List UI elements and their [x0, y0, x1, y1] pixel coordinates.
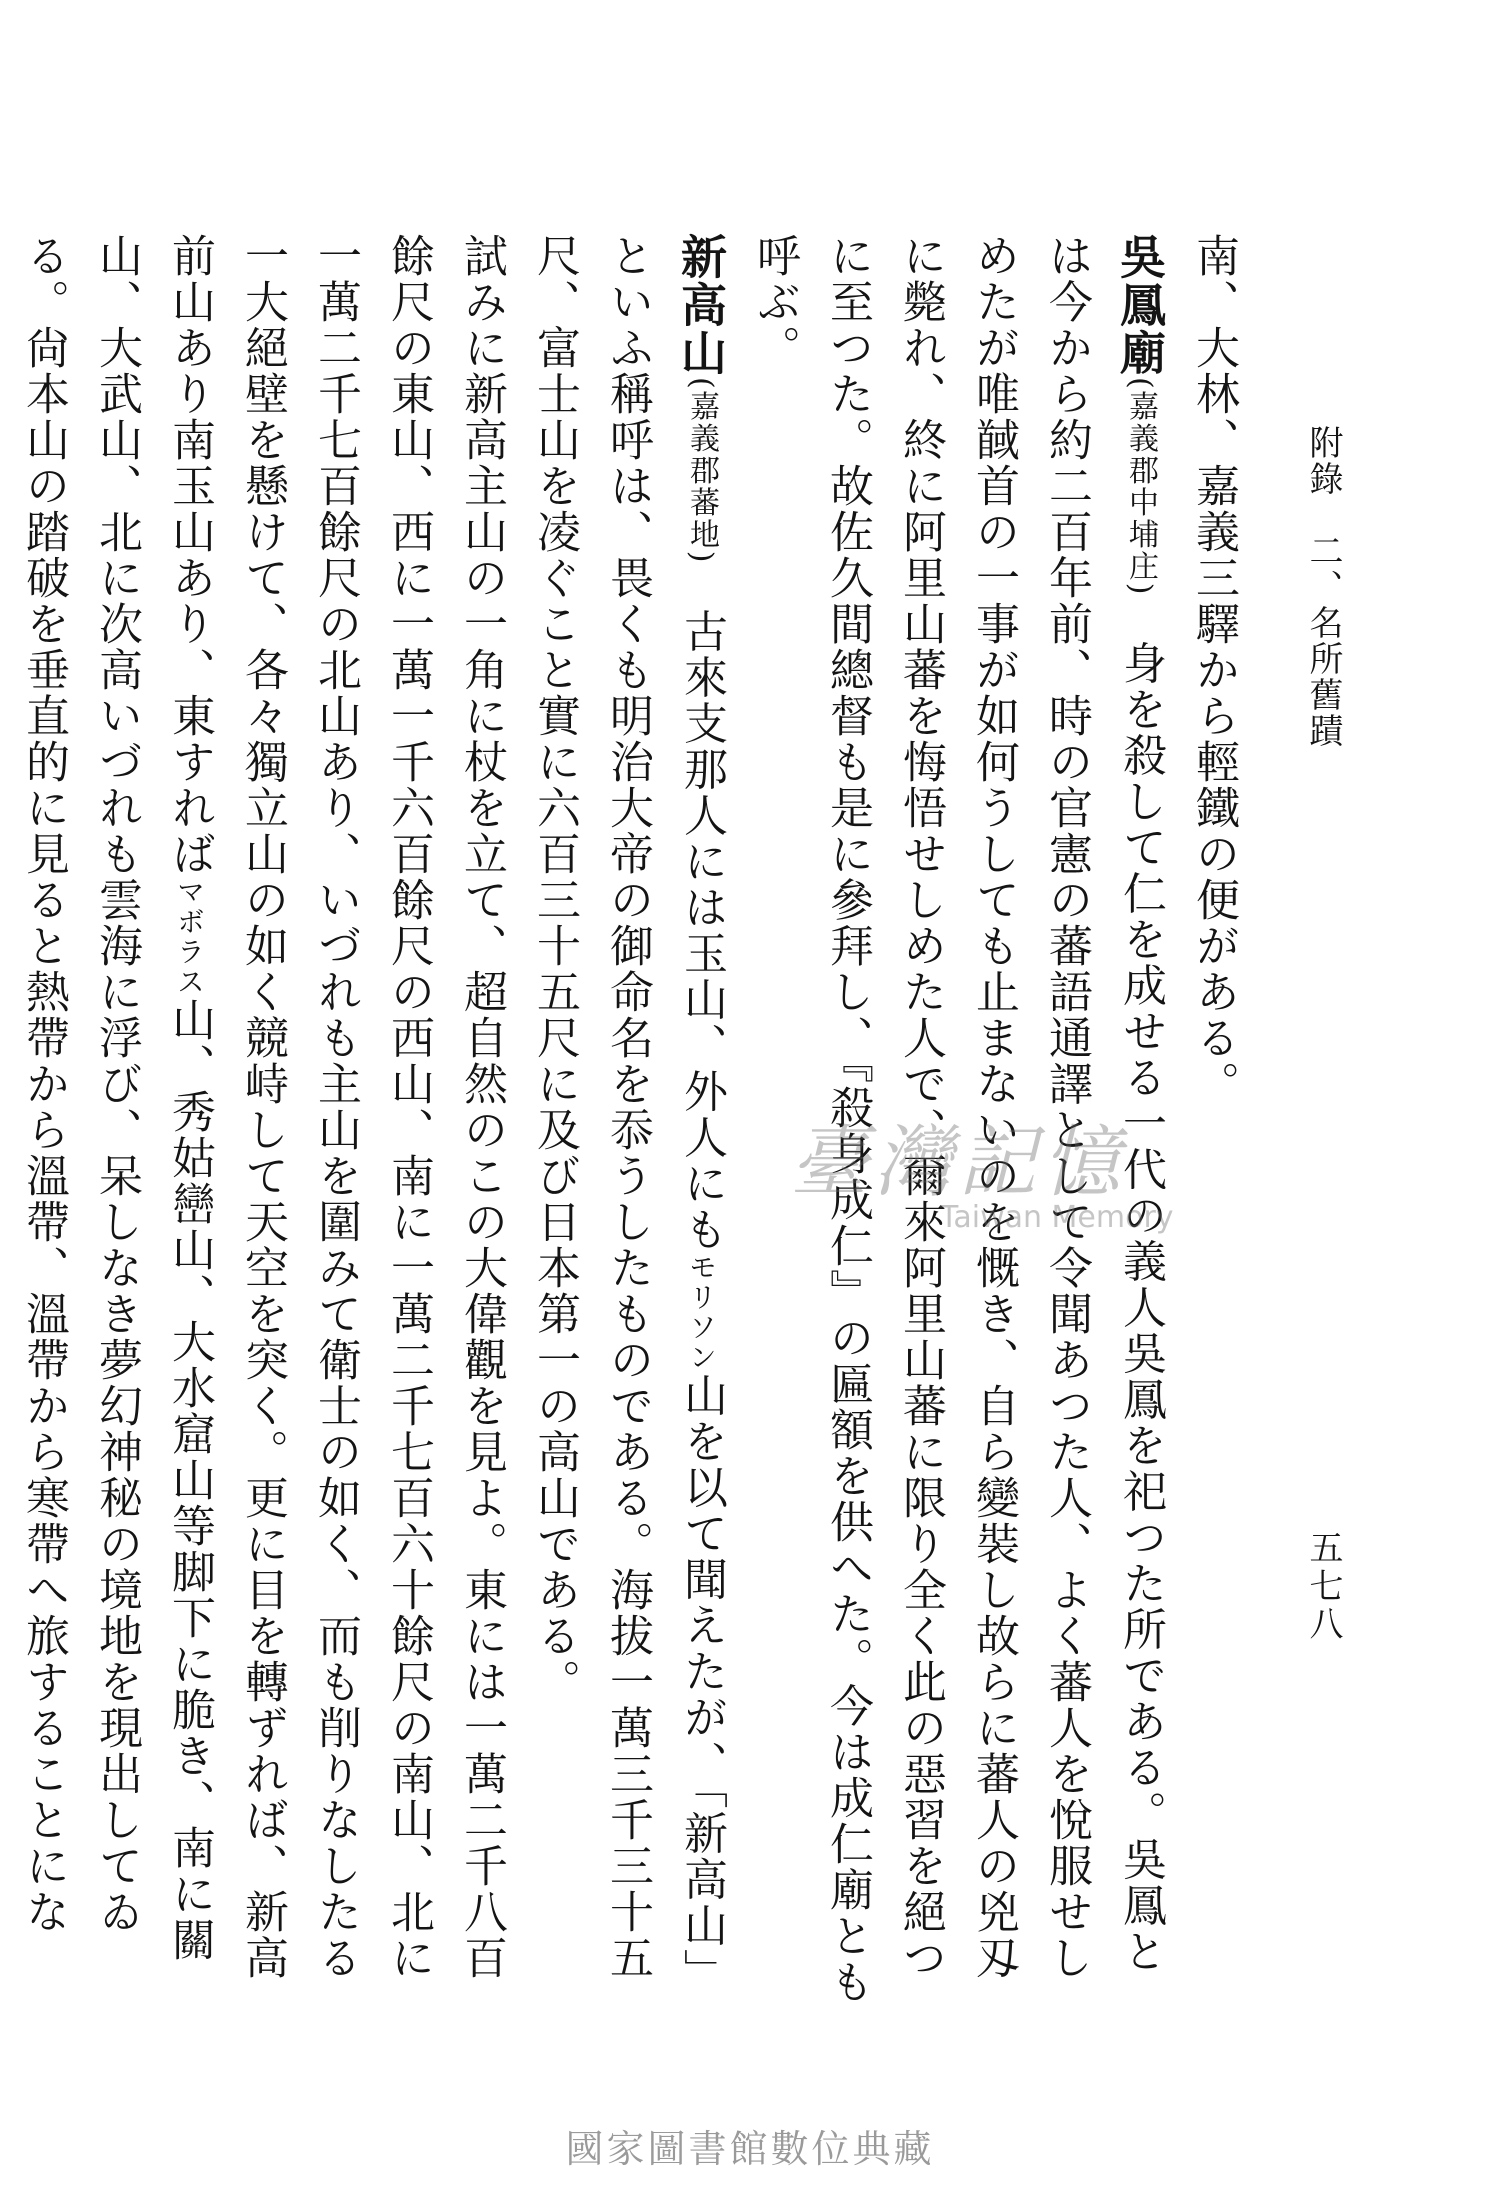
running-head: 附錄 二、名所舊蹟 — [1303, 425, 1343, 749]
watermark-logo-text: 臺灣記憶 — [790, 1118, 1127, 1208]
library-footer: 國家圖書館數位典藏 — [565, 2127, 935, 2171]
ruby-text: マボラス — [173, 877, 206, 997]
entry-location: (嘉義郡中埔庄) — [1123, 377, 1158, 597]
entry-text: 山を以て聞えたが、「新高山」といふ稱呼は、畏くも明治大帝の御命名を忝うしたものである。海拔一萬三千三十五尺、富士山を凌ぐこと實に六百三十五尺に及び日本第一の高山である。 — [529, 233, 727, 1995]
entry-location: (嘉義郡蕃地) — [684, 377, 719, 565]
watermark-logo-subtitle: Taiwan Memory — [940, 1200, 1174, 1235]
entry-niitakayama — [518, 233, 738, 2008]
paragraph-text: 試みに新高主山の一角に杖を立て、超自然のこの大偉觀を見よ。東には一萬二千八百餘尺の東山、西に一萬一千六百餘尺の西山、南に一萬二千七百六十餘尺の南山、北に一萬二千七百餘尺の北山あり、いづれも主山を圍みて衛士の如く、而も削りなしたる一大絕壁を懸けて、各々獨立山の如く競峙して天空を突く。更に目を轉ずれば、新高前山あり南玉山あり、東すれば — [164, 233, 507, 1981]
paragraph-continuation — [1177, 233, 1250, 2008]
paragraph-text: 南、大林、嘉義三驛から輕鐵の便がある。 — [1188, 233, 1239, 1107]
paragraph-text: 山、秀姑巒山、大水窟山等脚下に脆き、南に關山、大武山、北に次高いづれも雲海に浮び、呆しなき夢幻神秘の境地を現出してゐる。尙本山の踏破を垂直的に見ると熱帶から溫帶、溫帶から寒帶へ旅することにな — [18, 233, 215, 1963]
body-text — [18, 233, 1250, 2008]
entry-text: 古來支那人には玉山、外人にも — [676, 608, 727, 1253]
entry-text: 身を殺して仁を成せる一代の義人吳鳳を祀つた所である。吳鳳とは今から約二百年前、時の官憲の蕃語通譯として令聞あつた人、よく蕃人を悅服せしめたが唯馘首の一事が如何うしても止まないのを慨き、自ら變裝し故らに蕃人の兇刄に斃れ、終に阿里山蕃を悔悟せしめた人で、爾來阿里山蕃に限り全く此の惡習を絕つに至つた。故佐久間總督も是に參拜し、『殺身成仁』の匾額を供へた。今は成仁廟とも呼ぶ。 — [749, 233, 1166, 2005]
paragraph-summit-view — [0, 233, 518, 2008]
entry-wufeng-temple — [738, 233, 1177, 2008]
entry-title: 新高山 — [674, 233, 728, 377]
entry-title: 吳鳳廟 — [1113, 233, 1167, 377]
page-number: 五七八 — [1303, 1530, 1343, 1644]
ruby-text: モリソン — [685, 1252, 718, 1373]
